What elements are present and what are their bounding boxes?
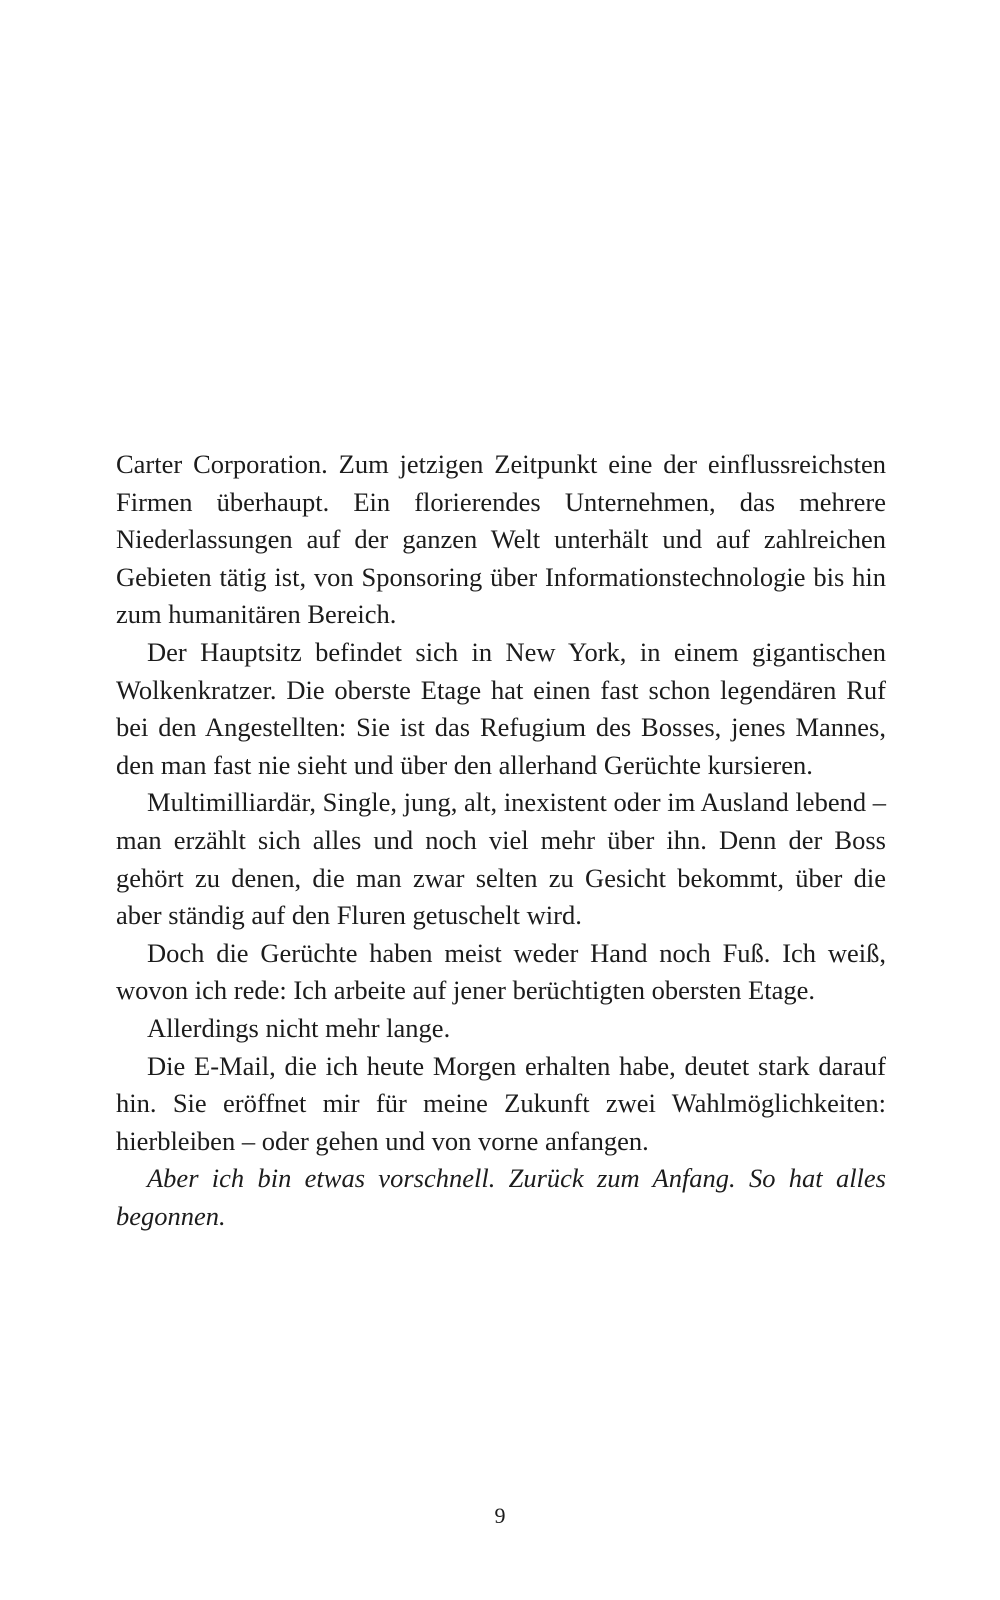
paragraph-3: Multimilliardär, Single, jung, alt, inexistent oder im Ausland lebend – man erzählt sich alles und noch viel mehr über ihn. Denn der Boss gehört zu denen, die man zwar selten zu Gesicht bekommt, über die aber ständig auf den Fluren getuschelt wird. <box>116 787 886 931</box>
paragraph-4: Doch die Gerüchte haben meist weder Hand noch Fuß. Ich weiß, wovon ich rede: Ich arbeite auf jener berüchtigten obersten Etage. <box>116 937 886 1006</box>
paragraph-2: Der Hauptsitz befindet sich in New York, in einem gigantischen Wolkenkratzer. Die oberste Etage hat einen fast schon legendären Ruf bei den Angestellten: Sie ist das Refugium des Bosses, jenes Mannes, den man fast nie sieht und über den allerhand Gerüchte kursieren. <box>116 636 886 780</box>
paragraph-1: Carter Corporation. Zum jetzigen Zeitpunkt eine der einflussreichsten Firmen überhaupt. Ein florierendes Unternehmen, das mehrere Niederlassungen auf der ganzen Welt unterhält und auf zahlreichen Gebieten tätig ist, von Sponsoring über Informationstechnologie bis hin zum humanitären Bereich. <box>116 449 886 630</box>
paragraph-6: Die E-Mail, die ich heute Morgen erhalten habe, deutet stark darauf hin. Sie eröffnet mir für meine Zukunft zwei Wahlmöglichkeiten: hierbleiben – oder gehen und von vorne anfangen. <box>116 1050 886 1156</box>
paragraph-7-italic: Aber ich bin etwas vorschnell. Zurück zum Anfang. So hat alles begonnen. <box>116 1163 886 1231</box>
paragraph-5: Allerdings nicht mehr lange. <box>147 1012 451 1043</box>
body-text <box>116 446 886 1235</box>
page-number: 9 <box>494 1503 506 1528</box>
